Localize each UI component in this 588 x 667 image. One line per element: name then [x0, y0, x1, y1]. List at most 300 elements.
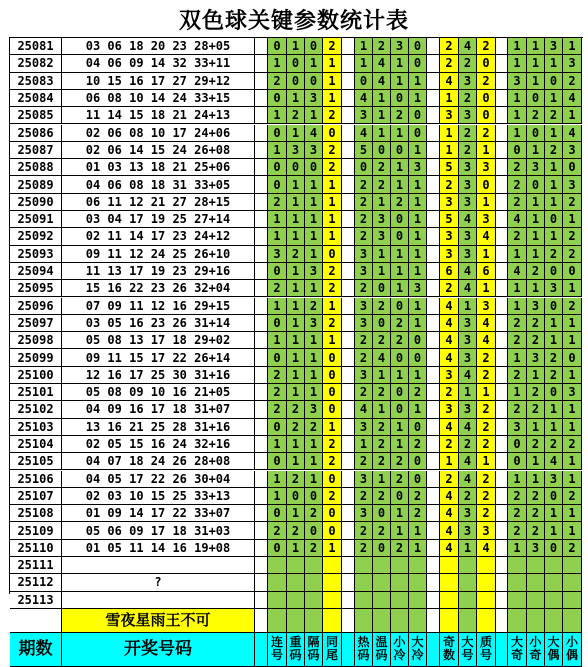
group-a-cell: 2 — [268, 367, 287, 384]
numbers-cell: 06 11 12 21 27 28+15 — [62, 194, 255, 211]
group-b-cell: 0 — [391, 401, 409, 418]
spacer-cell — [342, 315, 355, 332]
group-b-cell: 1 — [409, 228, 427, 245]
group-c-cell: 2 — [477, 471, 496, 488]
group-b-cell: 1 — [391, 280, 409, 297]
group-b-cell: 2 — [355, 349, 373, 366]
group-c-cell: 3 — [459, 107, 477, 124]
group-d-cell: 1 — [527, 228, 545, 245]
group-b-cell: 1 — [355, 55, 373, 72]
group-d-cell: 2 — [527, 401, 545, 418]
group-b-cell: 0 — [373, 315, 391, 332]
group-b-cell: 1 — [409, 73, 427, 90]
spacer-cell — [427, 280, 440, 297]
spacer-cell — [342, 367, 355, 384]
group-d-cell: 1 — [527, 453, 545, 470]
group-b-cell: 0 — [409, 55, 427, 72]
group-d-cell: 1 — [563, 367, 582, 384]
group-b-cell — [355, 609, 373, 633]
numbers-cell: 04 07 18 24 26 28+08 — [62, 453, 255, 470]
group-d-cell: 1 — [545, 522, 563, 539]
spacer-cell — [255, 453, 268, 470]
group-d-cell: 1 — [527, 246, 545, 263]
group-c-cell: 2 — [477, 367, 496, 384]
group-c-cell — [477, 557, 496, 574]
group-c-cell: 3 — [459, 315, 477, 332]
group-a-cell: 1 — [305, 332, 323, 349]
group-a-cell: 1 — [287, 263, 305, 280]
group-d-cell: 1 — [508, 298, 527, 315]
group-c-cell — [440, 592, 459, 609]
issue-cell: 25094 — [10, 263, 62, 280]
spacer-cell — [427, 246, 440, 263]
group-c-cell — [459, 592, 477, 609]
group-b-cell: 2 — [355, 522, 373, 539]
group-c-cell: 4 — [459, 280, 477, 297]
group-c-cell: 2 — [477, 401, 496, 418]
group-d-cell: 1 — [527, 367, 545, 384]
spacer-cell — [255, 574, 268, 591]
header-d: 小偶 — [563, 633, 582, 667]
group-a-cell: 1 — [287, 384, 305, 401]
group-b-cell: 1 — [391, 246, 409, 263]
group-a-cell: 1 — [287, 194, 305, 211]
group-b-cell: 2 — [373, 159, 391, 176]
group-b-cell: 1 — [391, 176, 409, 193]
numbers-cell: ? — [62, 574, 255, 591]
group-a-cell: 3 — [305, 263, 323, 280]
group-d-cell: 2 — [508, 228, 527, 245]
spacer-cell — [496, 73, 508, 90]
spacer-cell — [255, 246, 268, 263]
group-d-cell: 2 — [508, 367, 527, 384]
group-c-cell: 3 — [459, 522, 477, 539]
spacer-cell — [496, 90, 508, 107]
group-b-cell: 1 — [409, 194, 427, 211]
group-b-cell: 2 — [373, 488, 391, 505]
group-a-cell: 2 — [323, 38, 342, 55]
group-b-cell: 3 — [355, 419, 373, 436]
group-a-cell — [268, 574, 287, 591]
spacer-cell — [496, 471, 508, 488]
group-c-cell: 2 — [477, 419, 496, 436]
group-a-cell: 0 — [305, 488, 323, 505]
spacer-cell — [427, 419, 440, 436]
group-d-cell — [527, 609, 545, 633]
spacer-cell — [496, 246, 508, 263]
group-d-cell: 1 — [563, 280, 582, 297]
group-c-cell: 3 — [459, 176, 477, 193]
group-a-cell — [268, 592, 287, 609]
group-b-cell: 0 — [355, 73, 373, 90]
group-a-cell: 1 — [287, 436, 305, 453]
spacer-cell — [255, 211, 268, 228]
group-b-cell: 1 — [409, 263, 427, 280]
group-d-cell: 1 — [527, 194, 545, 211]
spacer-cell — [496, 540, 508, 557]
group-b-cell: 2 — [355, 332, 373, 349]
numbers-cell: 02 05 15 16 24 32+16 — [62, 436, 255, 453]
spacer-cell — [255, 419, 268, 436]
group-b-cell: 2 — [409, 488, 427, 505]
issue-cell: 25097 — [10, 315, 62, 332]
group-b-cell: 0 — [391, 349, 409, 366]
group-c-cell: 4 — [440, 419, 459, 436]
header-d: 小奇 — [527, 633, 545, 667]
spacer-cell — [427, 592, 440, 609]
group-b-cell: 2 — [391, 315, 409, 332]
group-d-cell: 2 — [527, 505, 545, 522]
spacer-cell — [342, 419, 355, 436]
group-d-cell — [508, 609, 527, 633]
group-d-cell: 1 — [545, 194, 563, 211]
group-a-cell: 2 — [287, 107, 305, 124]
group-a-cell — [305, 592, 323, 609]
group-c-cell: 4 — [459, 211, 477, 228]
numbers-cell — [62, 592, 255, 609]
group-c-cell: 4 — [459, 38, 477, 55]
group-c-cell: 4 — [440, 505, 459, 522]
group-c-cell: 4 — [477, 228, 496, 245]
group-a-cell: 2 — [287, 522, 305, 539]
group-b-cell: 2 — [373, 522, 391, 539]
group-b-cell: 1 — [391, 263, 409, 280]
spacer-cell — [342, 574, 355, 591]
group-c-cell: 3 — [459, 246, 477, 263]
group-b-cell: 1 — [391, 159, 409, 176]
group-b-cell — [373, 609, 391, 633]
group-d-cell: 3 — [563, 176, 582, 193]
group-d-cell: 1 — [545, 159, 563, 176]
group-a-cell: 1 — [268, 55, 287, 72]
group-a-cell — [323, 557, 342, 574]
group-c-cell: 3 — [477, 298, 496, 315]
group-b-cell — [391, 592, 409, 609]
group-d-cell: 2 — [527, 315, 545, 332]
group-d-cell: 2 — [508, 315, 527, 332]
group-d-cell: 1 — [545, 505, 563, 522]
header-c: 奇数 — [440, 633, 459, 667]
group-c-cell: 2 — [440, 384, 459, 401]
group-c-cell: 2 — [440, 436, 459, 453]
group-a-cell: 2 — [305, 505, 323, 522]
spacer-cell — [255, 142, 268, 159]
spacer-cell — [427, 73, 440, 90]
group-d-cell: 0 — [508, 142, 527, 159]
issue-cell: 25085 — [10, 107, 62, 124]
group-d-cell: 4 — [508, 263, 527, 280]
spacer-cell — [255, 107, 268, 124]
group-a-cell: 0 — [268, 38, 287, 55]
spacer-cell — [496, 349, 508, 366]
group-d-cell: 2 — [527, 263, 545, 280]
group-a-cell: 3 — [305, 90, 323, 107]
spacer-cell — [255, 315, 268, 332]
group-d-cell: 1 — [563, 315, 582, 332]
group-d-cell: 2 — [545, 436, 563, 453]
group-a-cell — [305, 557, 323, 574]
spacer-cell — [342, 90, 355, 107]
group-d-cell: 2 — [563, 73, 582, 90]
issue-cell: 25100 — [10, 367, 62, 384]
spacer-cell — [255, 488, 268, 505]
group-a-cell: 0 — [268, 90, 287, 107]
group-b-cell: 2 — [355, 228, 373, 245]
issue-cell: 25083 — [10, 73, 62, 90]
spacer-cell — [255, 401, 268, 418]
group-a-cell: 1 — [287, 90, 305, 107]
group-a-cell: 1 — [287, 280, 305, 297]
group-b-cell: 3 — [355, 263, 373, 280]
group-a-cell: 1 — [268, 332, 287, 349]
group-b-cell: 2 — [409, 436, 427, 453]
group-b-cell: 2 — [373, 332, 391, 349]
numbers-cell: 12 16 17 25 30 31+16 — [62, 367, 255, 384]
spacer-cell — [496, 609, 508, 633]
group-d-cell: 1 — [508, 280, 527, 297]
group-c-cell: 3 — [459, 194, 477, 211]
group-c-cell: 2 — [440, 471, 459, 488]
group-b-cell: 2 — [391, 471, 409, 488]
group-d-cell: 1 — [563, 38, 582, 55]
group-d-cell: 1 — [527, 38, 545, 55]
group-d-cell: 2 — [563, 246, 582, 263]
group-a-cell: 2 — [323, 453, 342, 470]
group-b-cell: 1 — [391, 436, 409, 453]
group-a-cell: 2 — [268, 73, 287, 90]
spacer-cell — [496, 194, 508, 211]
group-a-cell: 1 — [287, 176, 305, 193]
group-c-cell: 2 — [459, 142, 477, 159]
spacer-cell — [342, 211, 355, 228]
group-d-cell: 1 — [527, 73, 545, 90]
spacer-cell — [427, 349, 440, 366]
group-c-cell: 2 — [440, 55, 459, 72]
spacer-cell — [342, 436, 355, 453]
spacer-cell — [255, 557, 268, 574]
issue-cell: 25092 — [10, 228, 62, 245]
group-b-cell — [409, 557, 427, 574]
spacer-cell — [427, 315, 440, 332]
spacer-cell — [427, 176, 440, 193]
group-b-cell: 4 — [355, 401, 373, 418]
group-a-cell: 1 — [287, 228, 305, 245]
group-b-cell — [373, 574, 391, 591]
spacer-cell — [342, 557, 355, 574]
group-b-cell: 0 — [391, 298, 409, 315]
group-c-cell: 3 — [459, 228, 477, 245]
spacer-cell — [255, 633, 268, 667]
group-d-cell: 1 — [527, 142, 545, 159]
group-a-cell: 3 — [287, 142, 305, 159]
numbers-cell: 10 15 16 17 27 29+12 — [62, 73, 255, 90]
spacer-cell — [496, 557, 508, 574]
spacer-cell — [255, 332, 268, 349]
group-c-cell: 2 — [459, 90, 477, 107]
group-a-cell: 1 — [287, 453, 305, 470]
spacer-cell — [427, 211, 440, 228]
spacer-cell — [342, 540, 355, 557]
spacer-cell — [496, 55, 508, 72]
group-a-cell: 0 — [287, 159, 305, 176]
group-a-cell: 1 — [323, 73, 342, 90]
group-c-cell: 2 — [440, 280, 459, 297]
group-a-cell: 2 — [323, 107, 342, 124]
group-a-cell: 0 — [305, 522, 323, 539]
numbers-cell: 02 06 08 10 17 24+06 — [62, 125, 255, 142]
group-a-cell: 0 — [268, 419, 287, 436]
group-a-cell: 2 — [287, 471, 305, 488]
group-a-cell: 0 — [323, 384, 342, 401]
numbers-cell: 07 09 11 12 16 29+15 — [62, 298, 255, 315]
group-c-cell: 6 — [477, 263, 496, 280]
spacer-cell — [342, 401, 355, 418]
spacer-cell — [342, 349, 355, 366]
group-d-cell: 1 — [545, 125, 563, 142]
group-d-cell: 4 — [563, 125, 582, 142]
issue-cell: 25109 — [10, 522, 62, 539]
group-c-cell: 4 — [459, 471, 477, 488]
numbers-cell: 03 04 17 19 25 27+14 — [62, 211, 255, 228]
group-b-cell: 2 — [391, 107, 409, 124]
group-d-cell: 1 — [563, 453, 582, 470]
spacer-cell — [496, 298, 508, 315]
spacer-cell — [255, 609, 268, 633]
group-d-cell: 1 — [508, 471, 527, 488]
group-d-cell: 1 — [508, 384, 527, 401]
group-b-cell: 0 — [409, 38, 427, 55]
group-a-cell: 1 — [305, 384, 323, 401]
group-a-cell: 1 — [268, 107, 287, 124]
group-c-cell: 0 — [477, 107, 496, 124]
group-b-cell: 0 — [391, 488, 409, 505]
numbers-cell: 03 05 16 23 26 31+14 — [62, 315, 255, 332]
group-b-cell: 1 — [391, 125, 409, 142]
spacer-cell — [255, 90, 268, 107]
issue-cell: 25093 — [10, 246, 62, 263]
group-a-cell: 1 — [268, 142, 287, 159]
group-d-cell: 4 — [563, 90, 582, 107]
group-d-cell: 2 — [527, 332, 545, 349]
group-d-cell: 1 — [545, 315, 563, 332]
group-c-cell: 3 — [440, 228, 459, 245]
group-d-cell: 2 — [527, 436, 545, 453]
spacer-cell — [342, 488, 355, 505]
issue-cell: 25091 — [10, 211, 62, 228]
group-b-cell: 1 — [373, 90, 391, 107]
spacer-cell — [496, 505, 508, 522]
group-d-cell: 2 — [563, 298, 582, 315]
issue-cell: 25086 — [10, 125, 62, 142]
group-d-cell: 2 — [563, 488, 582, 505]
group-b-cell: 0 — [373, 280, 391, 297]
header-issue: 期数 — [10, 633, 62, 667]
group-d-cell: 3 — [508, 419, 527, 436]
group-a-cell: 2 — [305, 419, 323, 436]
spacer-cell — [427, 159, 440, 176]
group-c-cell: 6 — [440, 263, 459, 280]
group-a-cell: 1 — [305, 280, 323, 297]
spacer-cell — [427, 38, 440, 55]
group-d-cell: 0 — [545, 488, 563, 505]
group-b-cell — [373, 592, 391, 609]
spacer-cell — [427, 332, 440, 349]
spacer-cell — [255, 505, 268, 522]
issue-cell: 25101 — [10, 384, 62, 401]
issue-cell: 25113 — [10, 592, 62, 609]
spacer-cell — [255, 384, 268, 401]
group-b-cell: 2 — [355, 540, 373, 557]
group-b-cell: 2 — [373, 419, 391, 436]
numbers-cell: 05 06 09 17 18 31+03 — [62, 522, 255, 539]
group-c-cell: 3 — [459, 401, 477, 418]
group-a-cell: 2 — [305, 298, 323, 315]
group-a-cell — [287, 609, 305, 633]
spacer-cell — [496, 401, 508, 418]
group-c-cell: 1 — [477, 453, 496, 470]
group-b-cell: 2 — [391, 540, 409, 557]
spacer-cell — [255, 367, 268, 384]
group-a-cell: 1 — [305, 194, 323, 211]
group-b-cell: 2 — [409, 384, 427, 401]
group-b-cell: 2 — [355, 194, 373, 211]
group-a-cell: 2 — [323, 315, 342, 332]
spacer-cell — [496, 263, 508, 280]
group-d-cell: 2 — [508, 401, 527, 418]
spacer-cell — [496, 107, 508, 124]
group-d-cell — [527, 592, 545, 609]
group-a-cell: 2 — [268, 280, 287, 297]
spacer-cell — [496, 280, 508, 297]
spacer-cell — [342, 228, 355, 245]
group-b-cell — [391, 574, 409, 591]
group-a-cell: 2 — [323, 159, 342, 176]
group-b-cell: 1 — [355, 38, 373, 55]
group-d-cell: 1 — [563, 332, 582, 349]
spacer-cell — [427, 574, 440, 591]
group-b-cell: 1 — [373, 107, 391, 124]
group-d-cell: 2 — [563, 436, 582, 453]
group-b-cell — [391, 557, 409, 574]
spacer-cell — [496, 38, 508, 55]
spacer-cell — [342, 298, 355, 315]
group-d-cell: 1 — [508, 90, 527, 107]
group-d-cell: 1 — [508, 349, 527, 366]
group-d-cell: 1 — [563, 401, 582, 418]
group-c-cell: 1 — [459, 384, 477, 401]
group-d-cell: 1 — [563, 505, 582, 522]
group-d-cell: 0 — [563, 349, 582, 366]
group-b-cell: 4 — [373, 55, 391, 72]
group-c-cell — [477, 574, 496, 591]
group-a-cell: 1 — [287, 540, 305, 557]
group-b-cell: 4 — [355, 125, 373, 142]
group-b-cell: 0 — [391, 384, 409, 401]
group-c-cell: 2 — [459, 488, 477, 505]
group-c-cell — [440, 574, 459, 591]
issue-cell: 25111 — [10, 557, 62, 574]
group-a-cell: 0 — [305, 38, 323, 55]
group-b-cell: 3 — [391, 38, 409, 55]
group-c-cell — [459, 609, 477, 633]
group-d-cell: 0 — [508, 436, 527, 453]
spacer-cell — [342, 125, 355, 142]
group-d-cell: 2 — [545, 246, 563, 263]
author-spacer — [10, 609, 62, 633]
group-c-cell: 3 — [459, 73, 477, 90]
group-d-cell: 1 — [527, 471, 545, 488]
spacer-cell — [342, 633, 355, 667]
